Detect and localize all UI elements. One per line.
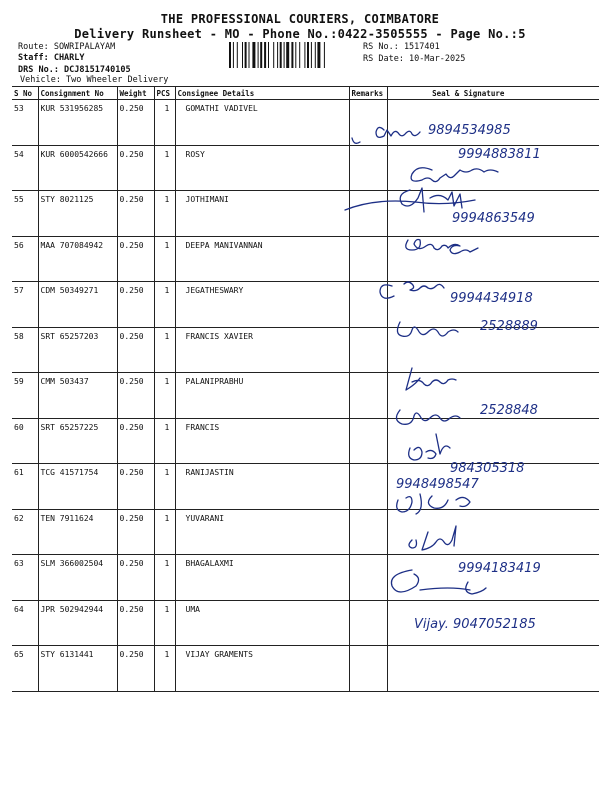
cell-consignee: RANIJASTIN bbox=[175, 464, 349, 510]
cell-sno: 54 bbox=[12, 145, 38, 191]
cell-consignment: MAA 707084942 bbox=[38, 236, 117, 282]
cell-consignee: UMA bbox=[175, 600, 349, 646]
cell-sno: 56 bbox=[12, 236, 38, 282]
drs-number: DRS No.: DCJ8151740105 bbox=[18, 65, 131, 75]
cell-remarks bbox=[349, 509, 387, 555]
vehicle-label: Vehicle: Two Wheeler Delivery bbox=[20, 75, 169, 85]
handwritten-signature-text: Vijay. 9047052185 bbox=[414, 617, 536, 632]
cell-consignee: FRANCIS bbox=[175, 418, 349, 464]
table-row bbox=[12, 600, 599, 646]
col-weight: Weight bbox=[117, 87, 154, 100]
cell-weight: 0.250 bbox=[117, 509, 154, 555]
col-consignment: Consignment No bbox=[38, 87, 117, 100]
cell-consignee: JEGATHESWARY bbox=[175, 282, 349, 328]
cell-sno: 59 bbox=[12, 373, 38, 419]
cell-sno: 63 bbox=[12, 555, 38, 601]
cell-consignment: SLM 366002504 bbox=[38, 555, 117, 601]
cell-remarks bbox=[349, 418, 387, 464]
cell-consignee: PALANIPRABHU bbox=[175, 373, 349, 419]
cell-signature bbox=[387, 509, 599, 555]
handwritten-phone: 9994183419 bbox=[458, 561, 541, 576]
cell-pcs: 1 bbox=[154, 373, 175, 419]
cell-consignee: JOTHIMANI bbox=[175, 191, 349, 237]
col-consignee: Consignee Details bbox=[175, 87, 349, 100]
handwritten-phone: 9994434918 bbox=[450, 291, 533, 306]
cell-weight: 0.250 bbox=[117, 145, 154, 191]
cell-remarks bbox=[349, 373, 387, 419]
rs-number: RS No.: 1517401 bbox=[363, 42, 440, 52]
cell-consignee: BHAGALAXMI bbox=[175, 555, 349, 601]
cell-consignee: ROSY bbox=[175, 145, 349, 191]
cell-consignee: VIJAY GRAMENTS bbox=[175, 646, 349, 692]
table-row bbox=[12, 191, 599, 237]
cell-consignment: STY 6131441 bbox=[38, 646, 117, 692]
cell-signature bbox=[387, 282, 599, 328]
cell-weight: 0.250 bbox=[117, 282, 154, 328]
cell-sno: 62 bbox=[12, 509, 38, 555]
cell-weight: 0.250 bbox=[117, 646, 154, 692]
barcode-icon bbox=[229, 42, 356, 68]
cell-weight: 0.250 bbox=[117, 327, 154, 373]
table-header-row bbox=[12, 87, 599, 100]
cell-consignment: SRT 65257203 bbox=[38, 327, 117, 373]
cell-signature bbox=[387, 100, 599, 146]
table-row bbox=[12, 100, 599, 146]
runsheet-subtitle: Delivery Runsheet - MO - Phone No.:0422-3505555 - Page No.:5 bbox=[74, 27, 526, 41]
cell-consignment: CMM 503437 bbox=[38, 373, 117, 419]
cell-pcs: 1 bbox=[154, 418, 175, 464]
handwritten-phone: 9948498547 bbox=[396, 477, 479, 492]
cell-consignment: KUR 6000542666 bbox=[38, 145, 117, 191]
runsheet-table bbox=[12, 86, 599, 692]
cell-remarks bbox=[349, 145, 387, 191]
cell-weight: 0.250 bbox=[117, 464, 154, 510]
cell-signature bbox=[387, 600, 599, 646]
cell-signature bbox=[387, 418, 599, 464]
cell-weight: 0.250 bbox=[117, 555, 154, 601]
cell-weight: 0.250 bbox=[117, 418, 154, 464]
cell-weight: 0.250 bbox=[117, 236, 154, 282]
handwritten-phone: 9994863549 bbox=[452, 211, 535, 226]
table-row bbox=[12, 509, 599, 555]
cell-signature bbox=[387, 555, 599, 601]
handwritten-phone: 9994883811 bbox=[458, 147, 541, 162]
cell-weight: 0.250 bbox=[117, 100, 154, 146]
cell-signature bbox=[387, 327, 599, 373]
cell-sno: 64 bbox=[12, 600, 38, 646]
route-label: Route: SOWRIPALAYAM bbox=[18, 42, 116, 52]
cell-consignee: YUVARANI bbox=[175, 509, 349, 555]
table-row bbox=[12, 327, 599, 373]
cell-remarks bbox=[349, 100, 387, 146]
cell-consignee: DEEPA MANIVANNAN bbox=[175, 236, 349, 282]
cell-sno: 58 bbox=[12, 327, 38, 373]
cell-weight: 0.250 bbox=[117, 600, 154, 646]
cell-consignment: SRT 65257225 bbox=[38, 418, 117, 464]
cell-sno: 55 bbox=[12, 191, 38, 237]
staff-label: Staff: CHARLY bbox=[18, 53, 85, 63]
cell-remarks bbox=[349, 282, 387, 328]
cell-consignee: GOMATHI VADIVEL bbox=[175, 100, 349, 146]
cell-consignment: TEN 7911624 bbox=[38, 509, 117, 555]
table-row bbox=[12, 145, 599, 191]
cell-consignment: JPR 502942944 bbox=[38, 600, 117, 646]
col-seal-signature: Seal & Signature bbox=[387, 87, 599, 100]
cell-signature bbox=[387, 236, 599, 282]
cell-weight: 0.250 bbox=[117, 373, 154, 419]
cell-sno: 60 bbox=[12, 418, 38, 464]
cell-pcs: 1 bbox=[154, 509, 175, 555]
table-row bbox=[12, 464, 599, 510]
table-row bbox=[12, 282, 599, 328]
table-row bbox=[12, 646, 599, 692]
cell-sno: 53 bbox=[12, 100, 38, 146]
rs-date: RS Date: 10-Mar-2025 bbox=[363, 54, 466, 64]
cell-remarks bbox=[349, 191, 387, 237]
table-row bbox=[12, 236, 599, 282]
cell-sno: 65 bbox=[12, 646, 38, 692]
handwritten-phone: 9894534985 bbox=[428, 123, 511, 138]
cell-pcs: 1 bbox=[154, 555, 175, 601]
cell-sno: 57 bbox=[12, 282, 38, 328]
cell-signature bbox=[387, 145, 599, 191]
cell-pcs: 1 bbox=[154, 327, 175, 373]
col-pcs: PCS bbox=[154, 87, 175, 100]
cell-pcs: 1 bbox=[154, 236, 175, 282]
cell-remarks bbox=[349, 327, 387, 373]
cell-consignee: FRANCIS XAVIER bbox=[175, 327, 349, 373]
cell-remarks bbox=[349, 464, 387, 510]
cell-sno: 61 bbox=[12, 464, 38, 510]
table-row bbox=[12, 555, 599, 601]
cell-remarks bbox=[349, 236, 387, 282]
cell-remarks bbox=[349, 555, 387, 601]
cell-signature bbox=[387, 464, 599, 510]
cell-pcs: 1 bbox=[154, 191, 175, 237]
cell-consignment: CDM 50349271 bbox=[38, 282, 117, 328]
handwritten-phone: 984305318 bbox=[450, 461, 525, 476]
cell-consignment: KUR 531956285 bbox=[38, 100, 117, 146]
cell-pcs: 1 bbox=[154, 282, 175, 328]
cell-signature bbox=[387, 373, 599, 419]
company-title: THE PROFESSIONAL COURIERS, COIMBATORE bbox=[160, 12, 440, 26]
table-row bbox=[12, 373, 599, 419]
col-remarks: Remarks bbox=[349, 87, 387, 100]
cell-weight: 0.250 bbox=[117, 191, 154, 237]
table-row bbox=[12, 418, 599, 464]
cell-signature bbox=[387, 191, 599, 237]
cell-pcs: 1 bbox=[154, 600, 175, 646]
handwritten-phone: 2528889 bbox=[480, 319, 538, 334]
cell-remarks bbox=[349, 646, 387, 692]
col-sno: S No bbox=[12, 87, 38, 100]
cell-consignment: STY 8021125 bbox=[38, 191, 117, 237]
cell-pcs: 1 bbox=[154, 464, 175, 510]
cell-consignment: TCG 41571754 bbox=[38, 464, 117, 510]
cell-pcs: 1 bbox=[154, 145, 175, 191]
handwritten-phone: 2528848 bbox=[480, 403, 538, 418]
cell-remarks bbox=[349, 600, 387, 646]
cell-signature bbox=[387, 646, 599, 692]
cell-pcs: 1 bbox=[154, 100, 175, 146]
cell-pcs: 1 bbox=[154, 646, 175, 692]
